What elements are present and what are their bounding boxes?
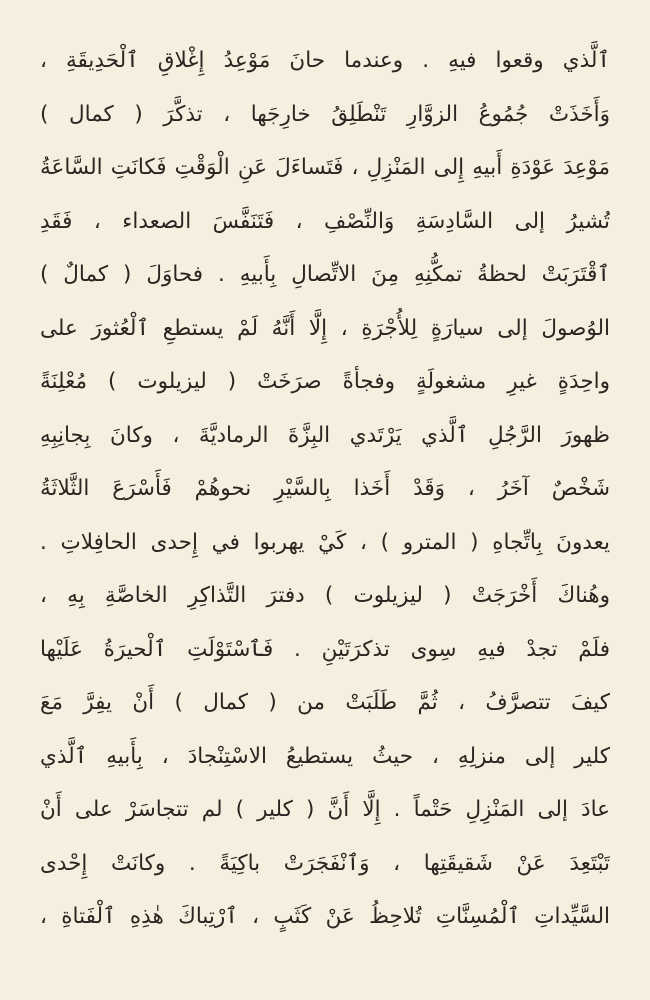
text-line: ظهورَ الرَّجُلِ ٱلَّذي يَرْتَدي البِزَّةَ الرماديَّةَ ، وكانَ بِجانِبِهِ [40,422,610,448]
text-line: وَأَخَذَتْ جُمُوعُ الزوَّارِ تَنْطَلِقُ خارِجَها ، تذكَّرَ ( كمال ) [40,101,610,127]
text-line: كيفَ تتصرَّفُ ، ثُمَّ طَلَبَتْ من ( كمال ) أَنْ يفِرَّ مَعَ [40,690,610,715]
text-line: السَّيِّداتِ ٱلْمُسِنَّاتِ تُلاحِظُ عَنْ كَثَبٍ ، ٱرْتِباكَ هٰذِهِ ٱلْفَتاةِ ، [40,904,610,929]
text-line: شَخْصٌ آخَرُ ، وَقَدْ أَخَذا بِالسَّيْرِ نحوهُمْ فَأَسْرَعَ الثَّلاثَةُ [40,476,610,501]
text-line: ٱلَّذي وقعوا فيهِ . وعندما حانَ مَوْعِدُ إِغْلاقِ ٱلْحَدِيقَةِ ، [40,48,610,73]
text-line: فلَمْ تجدْ فيهِ سِوى تذكرَتَيْنِ . فَٱسْتَوْلَتِ ٱلْحيرَةُ عَلَيْها [40,636,610,662]
page-text [40,34,610,944]
text-line: واحِدَةٍ غيرِ مشغولَةٍ وفجأةً صرَخَتْ ( ليزيلوت ) مُعْلِنَةً [40,369,610,394]
text-line: الوُصولَ إلى سيارَةٍ لِلأُجْرَةِ ، إِلَّا أَنَّهُ لَمْ يستطعِ ٱلْعُثورَ على [40,315,610,341]
text-line: ٱقْتَرَبَتْ لحظةُ تمكُّنِهِ مِنَ الاتِّصالِ بِأَبيهِ . فحاوَلَ ( كمالٌ ) [40,262,610,287]
text-line: عادَ إلى المَنْزِلِ حَتْماً . إِلَّا أَنَّ ( كلير ) لم تتجاسَرْ على أَنْ [40,797,610,822]
text-line: تَبْتَعِدَ عَنْ شَقيقَتِها ، وَٱنْفَجَرَتْ باكِيَةً . وكانَتْ إِحْدى [40,850,610,876]
text-line: كلير إلى منزلِهِ ، حيثُ يستطيعُ الاسْتِنْجادَ ، بِأَبيهِ ٱلَّذي [40,743,610,769]
text-line: وهُناكَ أَخْرَجَتْ ( ليزيلوت ) دفترَ التَّذاكِرِ الخاصَّةِ بِهِ ، [40,583,610,608]
text-line: مَوْعِدَ عَوْدَةِ أَبيهِ إِلى المَنْزِلِ ، فَتَساءَلَ عَنِ الْوَقْتِ فَكانَتِ السَّاعَةُ [40,155,610,180]
text-line: يعدونَ بِاتِّجاهِ ( المترو ) ، كَيْ يهربوا في إِحدى الحافِلاتِ . [40,529,610,555]
text-line: تُشيرُ إلى السَّادِسَةِ وَالنِّصْفِ ، فَتَنَفَّسَ الصعداء ، فَقَدِ [40,208,610,234]
